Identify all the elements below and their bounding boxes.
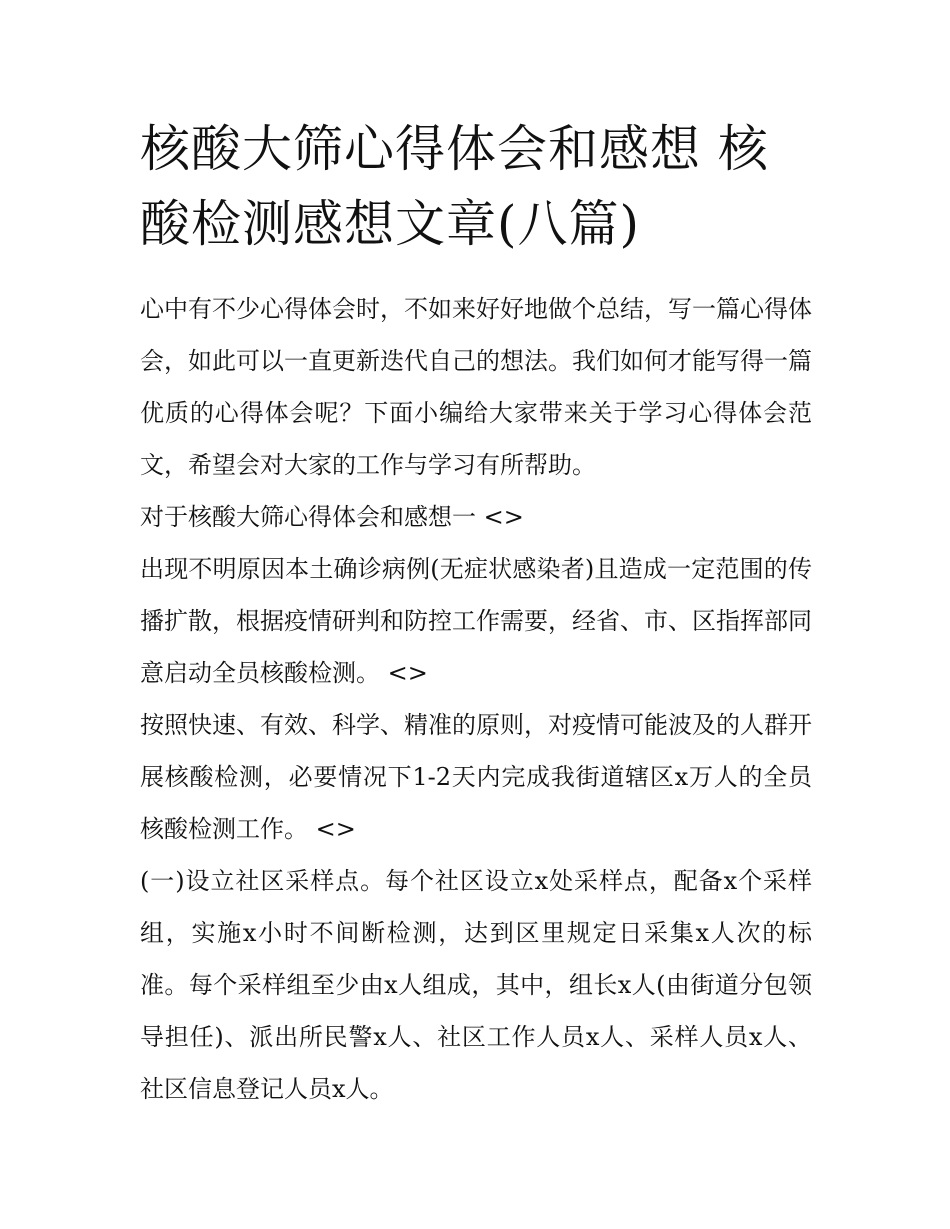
document-page <box>140 112 812 1115</box>
body-paragraph: 出现不明原因本土确诊病例(无症状感染者)且造成一定范围的传播扩散，根据疫情研判和防控工作需要，经省、市、区指挥部同意启动全员核酸检测。 <> <box>140 555 812 687</box>
document-title: 核酸大筛心得体会和感想 核酸检测感想文章(八篇) <box>140 120 769 253</box>
section-heading: 对于核酸大筛心得体会和感想一 <> <box>140 503 524 531</box>
intro-paragraph: 心中有不少心得体会时，不如来好好地做个总结，写一篇心得体会，如此可以一直更新迭代自己的想法。我们如何才能写得一篇优质的心得体会呢？下面小编给大家带来关于学习心得体会范文，希望会对大家的工作与学习有所帮助。 <box>140 295 812 479</box>
body-paragraph: 按照快速、有效、科学、精准的原则，对疫情可能波及的人群开展核酸检测，必要情况下1-2天内完成我街道辖区x万人的全员核酸检测工作。 <> <box>140 711 812 843</box>
body-paragraph: (一)设立社区采样点。每个社区设立x处采样点，配备x个采样组，实施x小时不间断检测，达到区里规定日采集x人次的标准。每个采样组至少由x人组成，其中，组长x人(由街道分包领导担任)、派出所民警x人、社区工作人员x人、采样人员x人、社区信息登记人员x人。 <box>140 867 812 1103</box>
